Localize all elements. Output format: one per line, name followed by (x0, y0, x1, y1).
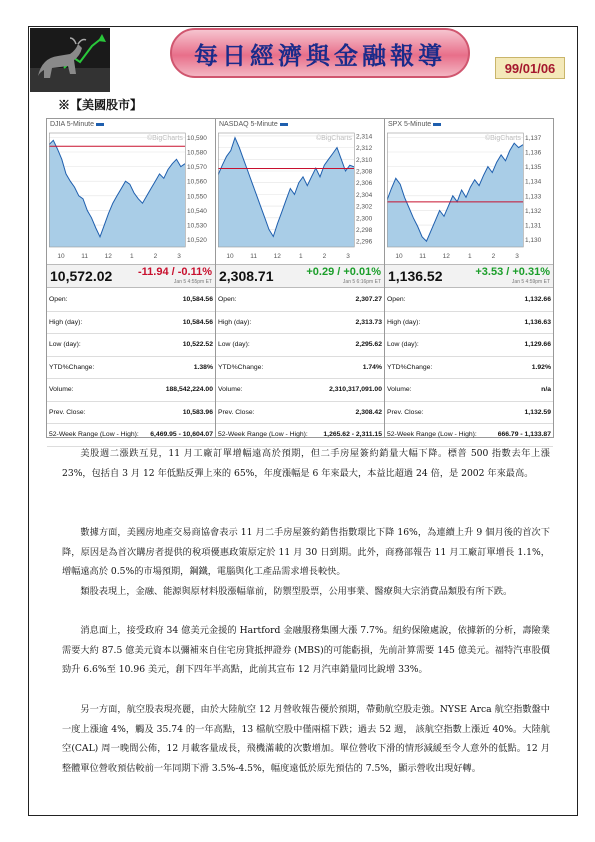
x-tick-label: 10 (57, 253, 65, 260)
chart-watermark: ©BigCharts (485, 135, 521, 142)
stat-label: 52-Week Range (Low - High): (387, 431, 477, 439)
x-tick-label: 10 (226, 253, 234, 260)
stat-label: High (day): (387, 318, 421, 326)
price-area (218, 138, 354, 247)
stat-value: 2,313.73 (355, 318, 382, 326)
y-tick-label: 2,302 (356, 203, 373, 211)
stat-value: 2,310,317,091.00 (329, 386, 382, 394)
stat-label: Low (day): (218, 341, 250, 349)
stat-value: 1,136.63 (524, 318, 551, 326)
x-tick-label: 12 (273, 253, 281, 260)
stats-row (385, 289, 553, 312)
chart-watermark: ©BigCharts (147, 135, 183, 142)
date-badge: 99/01/06 (495, 57, 565, 79)
y-tick-label: 2,314 (356, 133, 373, 141)
stats-row (385, 312, 553, 335)
stat-label: YTD%Change: (218, 363, 264, 371)
stats-row (216, 379, 384, 402)
article-paragraph: 另一方面，航空股表現亮麗，由於大陸航空 12 月營收報告優於預期，帶動航空股走強。NYSE Arca 航空指數盤中一度上漲逾 4%，觸及 35.74 的一年高點，13 檔航空股中僅兩檔下跌；過去 52 週， 該航空指數上漲近 40%。大陸航空(CAL) 周一晚間公佈，12 月載客量成長，飛機滿載的次數增加。單位營收下滑的情形減緩至令人意外的低點。12 月整體單位營收預估較前一年同期下滑 3.5%-4.5%，幅度遠低於原先預估的 7.5%，顯示營收出現好轉。 (62, 704, 550, 774)
y-tick-label: 1,130 (525, 237, 542, 245)
stat-label: Volume: (49, 386, 74, 394)
stat-value: 1,132.66 (524, 296, 551, 304)
stats-row (216, 289, 384, 312)
chart-title (219, 121, 288, 128)
stock-panel (46, 118, 216, 438)
stats-row (385, 402, 553, 425)
stat-value: 1,129.66 (524, 341, 551, 349)
y-tick-label: 10,580 (187, 149, 207, 157)
y-tick-label: 1,134 (525, 178, 542, 186)
y-tick-label: 2,296 (356, 238, 373, 246)
stat-label: Open: (387, 296, 406, 304)
last-price: 1,136.52 (388, 268, 443, 284)
stat-value: 1.92% (531, 363, 551, 371)
stat-value: 6,469.95 - 10,604.07 (150, 431, 213, 439)
y-tick-label: 2,300 (356, 215, 373, 223)
intraday-chart (387, 129, 551, 261)
chart-title (388, 121, 441, 128)
x-tick-label: 11 (250, 253, 257, 260)
y-tick-label: 1,133 (525, 193, 542, 201)
article-paragraph: 類股表現上，金融、能源與原材料股漲幅靠前，防禦型股票，公用事業、醫療與大宗消費品類股有所下跌。 (80, 586, 513, 597)
stat-label: YTD%Change: (387, 363, 433, 371)
stats-row (216, 402, 384, 425)
stat-value: 1.38% (193, 363, 213, 371)
stats-row (47, 402, 215, 425)
stat-value: 666.79 - 1,133.87 (497, 431, 551, 439)
legend-swatch-icon (280, 123, 288, 126)
x-tick-label: 10 (395, 253, 403, 260)
stats-row (216, 357, 384, 380)
stock-panel (215, 118, 385, 438)
y-tick-label: 1,132 (525, 207, 542, 215)
quote-bar (47, 264, 215, 288)
y-tick-label: 2,312 (356, 145, 373, 153)
bull-logo-icon (30, 28, 110, 92)
y-tick-label: 1,136 (525, 149, 542, 157)
legend-swatch-icon (96, 123, 104, 126)
article-paragraph: 消息面上，接受政府 34 億美元金援的 Hartford 金融服務集團大漲 7.7%。紐約保險處說，依據新的分析，壽險業需要大約 87.5 億美元資本以彌補來自住宅房貸抵押證券 (MBS)的可能虧損，先前計算需要 145 億美元。福特汽車股價勁升 6.6%至 10.96 美元，創下四年半高點，此前其宣布 12 月汽車銷量同比銳增 33%。 (62, 625, 550, 675)
x-tick-label: 12 (104, 253, 112, 260)
y-tick-label: 2,304 (356, 191, 373, 199)
y-tick-label: 1,135 (525, 164, 542, 172)
stat-label: Prev. Close: (387, 408, 424, 416)
article-paragraph: 數據方面，美國房地產交易商協會表示 11 月二手房屋簽約銷售指數環比下降 16%，為連續上升 9 個月後的首次下降，原因是為首次購房者提供的稅項優惠政策原定於 11 月 30 日到期。此外，商務部報告 11 月工廠訂單增長 1.1%，增幅遠高於 0.5%的市場預期，鋼鐵，電腦與化工產品需求增長較快。 (62, 527, 550, 577)
quote-timestamp: Jan 5 6:16pm ET (342, 279, 381, 285)
chart-title-text: NASDAQ 5-Minute (219, 121, 278, 128)
quote-timestamp: Jan 5 4:55pm ET (173, 279, 212, 285)
price-area (387, 143, 523, 247)
stat-label: 52-Week Range (Low - High): (49, 431, 139, 439)
stats-table (385, 289, 553, 447)
stat-value: 1,265.62 - 2,311.15 (323, 431, 382, 439)
y-tick-label: 10,560 (187, 178, 207, 186)
y-tick-label: 10,550 (187, 193, 207, 201)
x-tick-label: 11 (81, 253, 88, 260)
legend-swatch-icon (433, 123, 441, 126)
stats-table (216, 289, 384, 447)
chart-title-text: SPX 5-Minute (388, 121, 432, 128)
stat-value: 2,308.42 (355, 408, 382, 416)
x-tick-label: 3 (177, 253, 181, 260)
y-tick-label: 10,540 (187, 207, 207, 215)
y-tick-label: 10,570 (187, 164, 207, 172)
stat-label: Open: (49, 296, 68, 304)
price-area (49, 140, 185, 247)
stat-label: Prev. Close: (49, 408, 86, 416)
stat-value: 10,584.56 (182, 318, 213, 326)
intraday-chart (218, 129, 382, 261)
title-banner (170, 28, 470, 78)
y-tick-label: 2,310 (356, 156, 373, 164)
price-change: -11.94 / -0.11% (138, 266, 212, 278)
x-tick-label: 1 (129, 253, 134, 260)
chart-title (50, 121, 104, 128)
stat-value: n/a (541, 386, 551, 394)
stats-row (47, 379, 215, 402)
x-tick-label: 12 (442, 253, 450, 260)
stat-value: 2,295.62 (355, 341, 382, 349)
stats-row (385, 379, 553, 402)
stats-row (385, 357, 553, 380)
y-tick-label: 1,137 (525, 134, 542, 142)
stats-row (47, 312, 215, 335)
section-title: ※【美國股市】 (58, 98, 143, 112)
stat-label: Open: (218, 296, 237, 304)
intraday-chart (49, 129, 213, 261)
stat-label: Low (day): (387, 341, 419, 349)
stat-value: 188,542,224.00 (165, 386, 213, 394)
chart-title-text: DJIA 5-Minute (50, 121, 94, 128)
stat-label: Volume: (218, 386, 243, 394)
page-title: 每日經濟與金融報導 (194, 40, 446, 70)
stat-value: 2,307.27 (355, 296, 382, 304)
price-change: +0.29 / +0.01% (306, 266, 381, 278)
stat-value: 1,132.59 (524, 408, 551, 416)
quote-bar (385, 264, 553, 288)
chart-watermark: ©BigCharts (316, 135, 352, 142)
x-tick-label: 2 (322, 253, 327, 260)
stats-row (216, 334, 384, 357)
x-tick-label: 11 (419, 253, 426, 260)
y-tick-label: 2,308 (356, 168, 373, 176)
x-tick-label: 3 (515, 253, 519, 260)
y-tick-label: 10,530 (187, 222, 207, 230)
last-price: 10,572.02 (50, 268, 113, 284)
y-tick-label: 10,590 (187, 134, 207, 142)
stat-value: 10,522.52 (182, 341, 213, 349)
y-tick-label: 2,306 (356, 180, 373, 188)
stats-row (216, 312, 384, 335)
x-tick-label: 2 (153, 253, 158, 260)
x-tick-label: 2 (491, 253, 496, 260)
stat-value: 10,583.96 (182, 408, 213, 416)
stats-table (47, 289, 215, 447)
stat-label: Low (day): (49, 341, 81, 349)
last-price: 2,308.71 (219, 268, 274, 284)
stats-row (385, 334, 553, 357)
price-change: +3.53 / +0.31% (475, 266, 550, 278)
stat-label: Prev. Close: (218, 408, 255, 416)
article-paragraph: 美股週二漲跌互見，11 月工廠訂單增幅遠高於預期，但二手房屋簽約銷量大幅下降。標普 500 指數去年上漲 23%，包括自 3 月 12 年低點反彈上來的 65%，年度漲幅是 6 年來最大，本益比超過 24 倍，是 2002 年來最高。 (62, 448, 550, 479)
stat-label: High (day): (218, 318, 252, 326)
stat-label: 52-Week Range (Low - High): (218, 431, 308, 439)
stat-value: 1.74% (362, 363, 382, 371)
stats-row (47, 289, 215, 312)
x-tick-label: 1 (467, 253, 472, 260)
quote-bar (216, 264, 384, 288)
stats-row (47, 334, 215, 357)
stat-label: YTD%Change: (49, 363, 95, 371)
stats-row (47, 357, 215, 380)
y-tick-label: 1,131 (525, 222, 542, 230)
quote-timestamp: Jan 5 4:59pm ET (511, 279, 550, 285)
stock-panel (384, 118, 554, 438)
stat-label: Volume: (387, 386, 412, 394)
stat-label: High (day): (49, 318, 83, 326)
x-tick-label: 3 (346, 253, 350, 260)
stat-value: 10,584.56 (182, 296, 213, 304)
y-tick-label: 10,520 (187, 237, 207, 245)
x-tick-label: 1 (298, 253, 303, 260)
y-tick-label: 2,298 (356, 226, 373, 234)
